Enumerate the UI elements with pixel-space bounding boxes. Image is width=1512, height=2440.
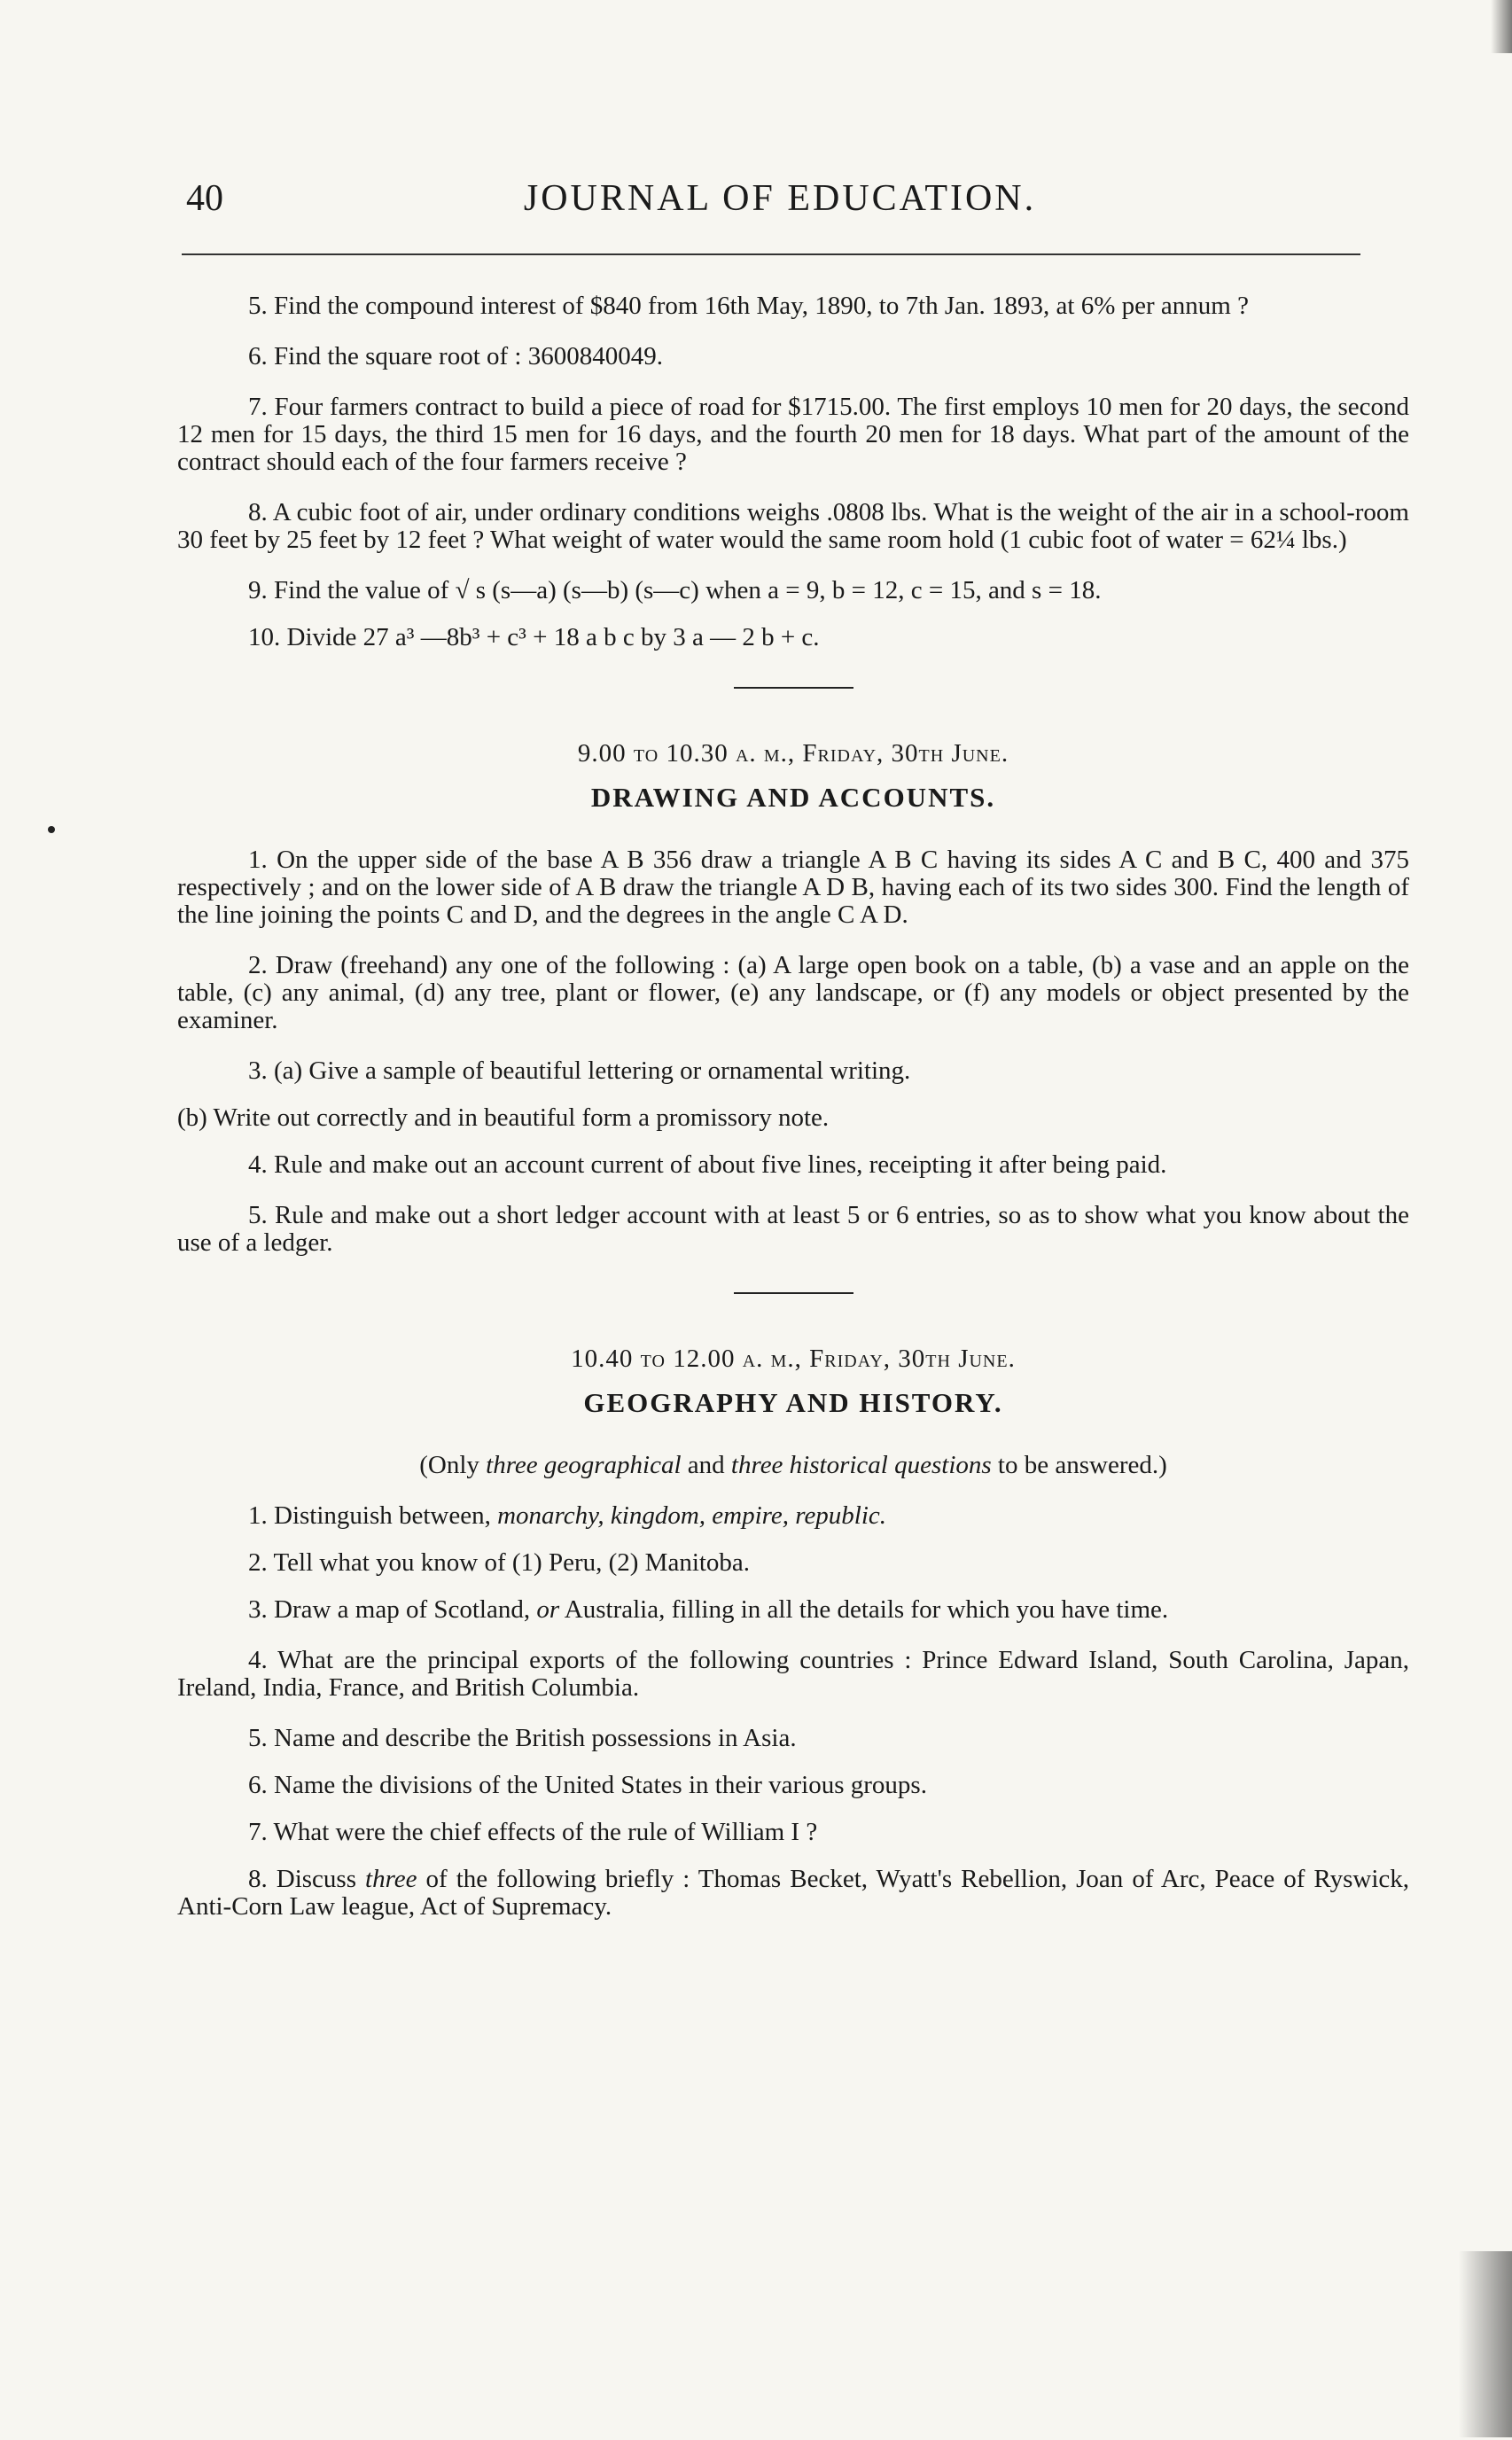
question-emphasis: three <box>365 1865 417 1893</box>
page-edge-shadow <box>1459 2251 1512 2437</box>
question <box>177 1866 1409 1921</box>
question <box>177 1725 1409 1752</box>
question <box>177 1502 1409 1530</box>
question: 3. (a) Give a sample of beautiful lettering or ornamental writing. <box>248 1056 911 1085</box>
question-text: 1. Distinguish between, <box>248 1501 498 1530</box>
question: 1. On the upper side of the base A B 356 draw a triangle A B C having its sides A C and B C, 400 and 375 respectively ; and on the lower side of A B draw the triangle A D B, having each of its two sides 300. Find the length of the line joining the points C and D, and the degrees in the angle C A D. <box>177 846 1409 929</box>
question: 9. Find the value of √ s (s—a) (s—b) (s—c) when a = 9, b = 12, c = 15, and s = 18. <box>248 576 1102 604</box>
instruction-text: to be answered.) <box>991 1451 1167 1479</box>
question-text: 5. Name and describe the British possessions in Asia. <box>248 1724 797 1752</box>
question <box>177 1772 1409 1799</box>
session-time: 9.00 to 10.30 a. m., Friday, 30th June. <box>577 739 1009 768</box>
question <box>177 1819 1409 1846</box>
question-text: 8. Discuss <box>248 1865 366 1893</box>
instruction-emphasis: three historical questions <box>730 1451 992 1479</box>
question <box>177 1596 1409 1624</box>
question-text: 4. What are the principal exports of the following countries : Prince Edward Island, South Carolina, Japan, Ireland, India, France, and British Columbia. <box>177 1646 1409 1702</box>
arithmetic-questions <box>177 292 1409 651</box>
question-text: 2. Tell what you know of (1) Peru, (2) Manitoba. <box>248 1548 751 1577</box>
page-edge-shadow <box>1491 0 1512 53</box>
question-text: 6. Name the divisions of the United States in their various groups. <box>248 1771 927 1799</box>
page-header <box>186 177 1374 230</box>
question: 6. Find the square root of : 3600840049. <box>248 342 663 370</box>
question: 5. Find the compound interest of $840 from 16th May, 1890, to 7th Jan. 1893, at 6% per annum ? <box>248 292 1249 320</box>
question: 2. Draw (freehand) any one of the following : (a) A large open book on a table, (b) a vase and an apple on the table, (c) any animal, (d) any tree, plant or flower, (e) any landscape, or (f) any models or object presented by the examiner. <box>177 951 1409 1034</box>
instruction <box>177 1452 1409 1479</box>
section-divider <box>734 687 853 689</box>
page-number: 40 <box>186 178 223 219</box>
question: 7. Four farmers contract to build a piece of road for $1715.00. The first employs 10 men for 20 days, the second 12 men for 15 days, the third 15 men for 16 days, and the fourth 20 men for 18 days. What part of the amount of the contract should each of the four farmers receive ? <box>177 393 1409 476</box>
question-text: 3. Draw a map of Scotland, <box>248 1595 537 1624</box>
question-text: of the following briefly : Thomas Becket, Wyatt's Rebellion, Joan of Arc, Peace of Ryswick, Anti-Corn Law league, Act of Supremacy. <box>177 1865 1410 1921</box>
question <box>177 1647 1409 1702</box>
instruction-emphasis: three geographical <box>486 1451 682 1479</box>
question: 5. Rule and make out a short ledger account with at least 5 or 6 entries, so as to show what you know about the use of a ledger. <box>177 1201 1409 1257</box>
question: 8. A cubic foot of air, under ordinary conditions weighs .0808 lbs. What is the weight of the air in a school-room 30 feet by 25 feet by 12 feet ? What weight of water would the same room hold (1 cubic foot of water = 62¼ lbs.) <box>177 498 1409 554</box>
session-time: 10.40 to 12.00 a. m., Friday, 30th June. <box>571 1345 1016 1373</box>
page-content <box>177 292 1409 1944</box>
ink-dot <box>48 826 55 833</box>
drawing-section <box>177 740 1409 1257</box>
header-rule <box>182 253 1360 255</box>
question: 10. Divide 27 a³ —8b³ + c³ + 18 a b c by 3 a — 2 b + c. <box>248 623 820 651</box>
section-title: GEOGRAPHY AND HISTORY. <box>583 1387 1003 1418</box>
question-emphasis: monarchy, kingdom, empire, republic. <box>497 1501 887 1530</box>
section-title: DRAWING AND ACCOUNTS. <box>590 782 996 813</box>
instruction-text: (Only <box>419 1451 487 1479</box>
question <box>177 1549 1409 1577</box>
section-divider <box>734 1292 853 1294</box>
geography-section <box>177 1345 1409 1921</box>
journal-title: JOURNAL OF EDUCATION. <box>523 178 1037 219</box>
question: 4. Rule and make out an account current of about five lines, receipting it after being paid. <box>248 1150 1167 1179</box>
question-text: Australia, filling in all the details for which you have time. <box>559 1595 1169 1624</box>
instruction-text: and <box>681 1451 731 1479</box>
question: (b) Write out correctly and in beautiful form a promissory note. <box>177 1103 830 1132</box>
question-text: 7. What were the chief effects of the rule of William I ? <box>248 1818 818 1846</box>
question-emphasis: or <box>536 1595 560 1624</box>
